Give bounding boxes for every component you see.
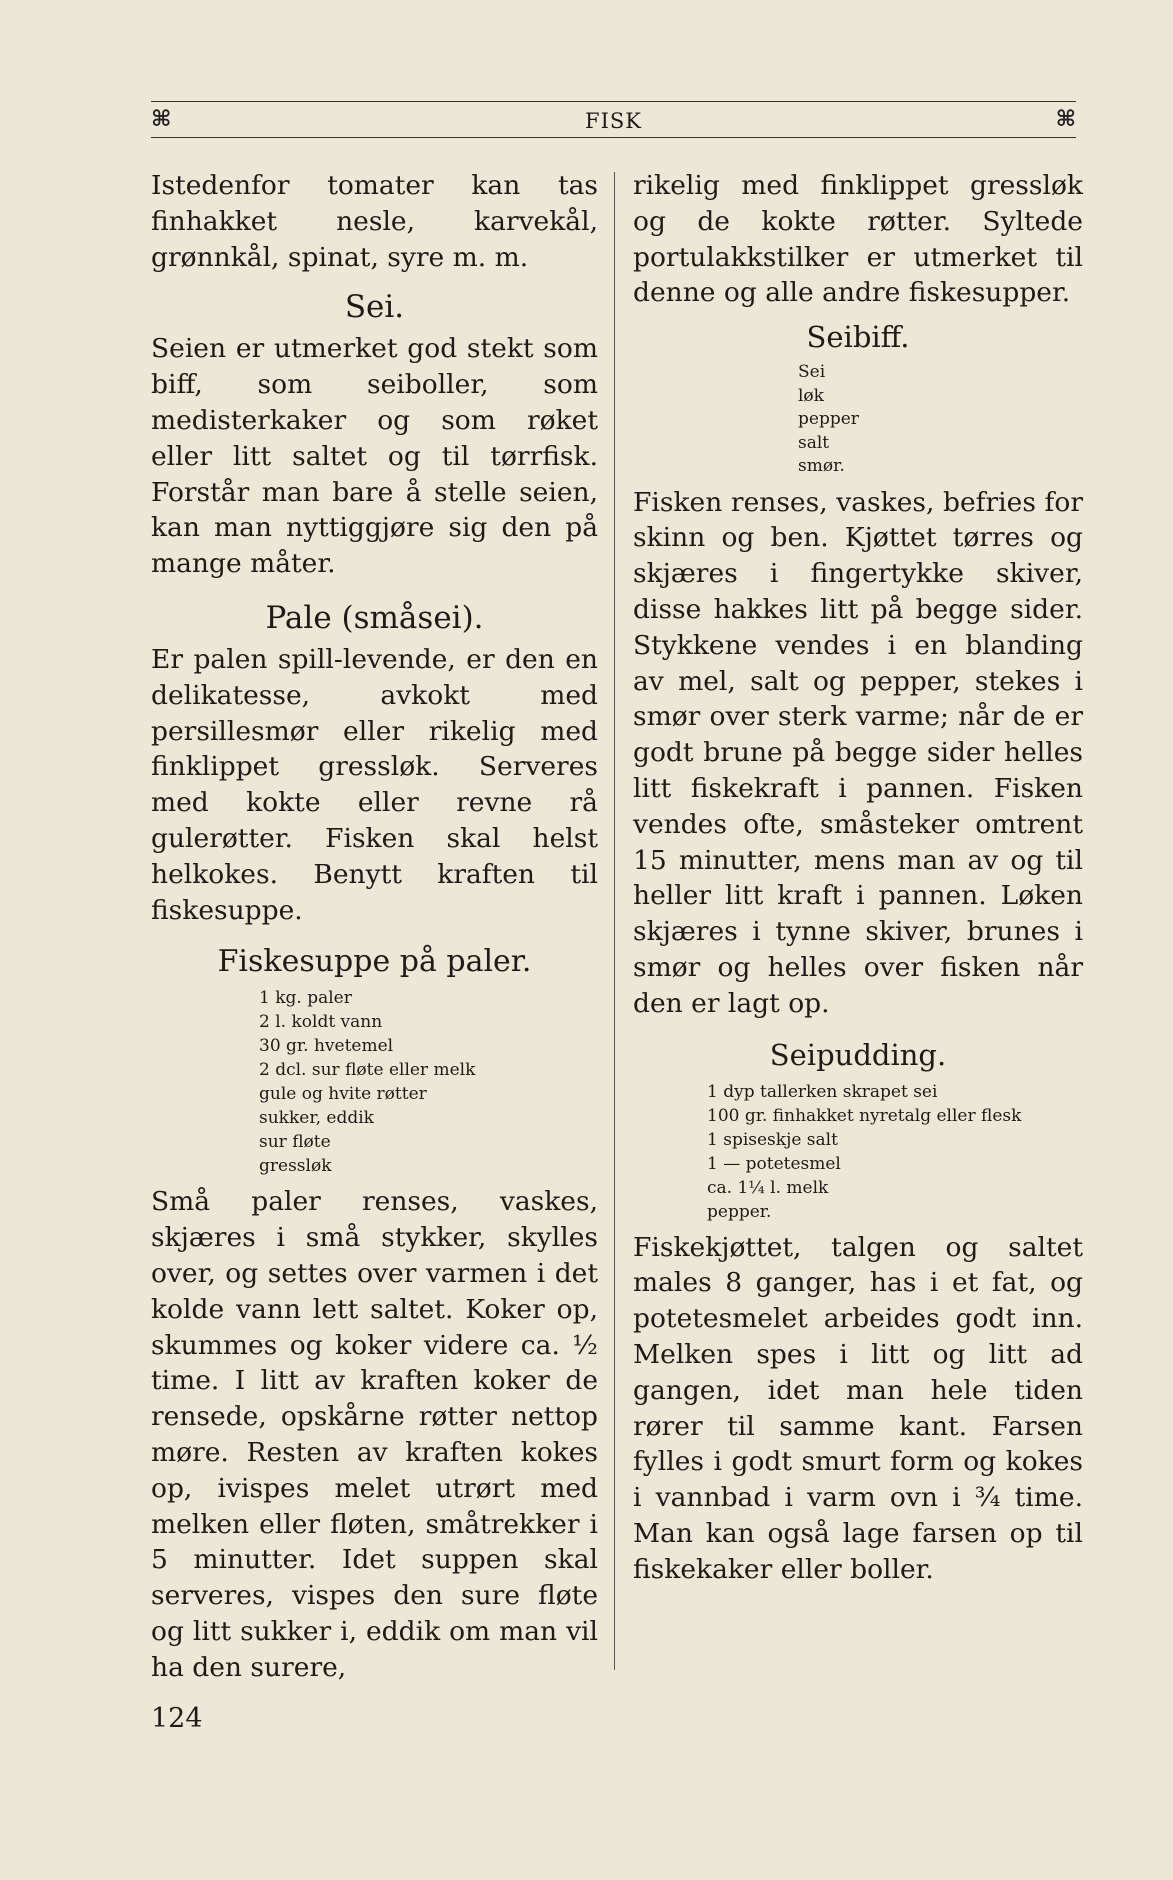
ingredient-item: salt (798, 432, 830, 453)
ingredient-item: 2 dcl. sur fløte eller melk (259, 1060, 476, 1081)
heading-fiskesuppe: Fiskesuppe på paler. (217, 944, 532, 980)
ingredient-item: sur fløte (259, 1132, 331, 1153)
heading-seipudding: Seipudding. (769, 1037, 947, 1072)
sei-paragraph: Seien er utmerket god stekt som biff, som seiboller, som medisterkaker og som røket eller litt saltet og til tørrfisk. Forstår man bare å stelle seien, kan man nyttiggjøre sig den på mange måter. (151, 333, 598, 580)
ingredient-item: pepper. (707, 1201, 772, 1222)
heading-seibiff: Seibiff. (806, 320, 910, 355)
ingredient-item: sukker, eddik (259, 1108, 374, 1129)
running-title: FISK (585, 109, 642, 133)
ingredient-item: gressløk (259, 1156, 332, 1177)
ingredient-item: Sei (798, 362, 826, 383)
heading-pale: Pale (småsei). (265, 599, 484, 636)
ingredient-item: ca. 1¼ l. melk (707, 1177, 829, 1198)
heading-sei: Sei. (344, 289, 405, 326)
ingredient-item: gule og hvite røtter (259, 1084, 427, 1105)
ingredient-item: 1 spiseskje salt (707, 1129, 838, 1150)
intro-paragraph: Istedenfor tomater kan tas finhakket nesle, karvekål, grønnkål, spinat, syre m. m. (151, 170, 598, 273)
seibiff-paragraph: Fisken renses, vaskes, befries for skinn og ben. Kjøttet tørres og skjæres i fingertykke skiver, disse hakkes litt på begge sider. Stykkene vendes i en blanding av mel, salt og pepper, stekes i smør over sterk varme; når de er godt brune på begge sider helles litt fiskekraft i pannen. Fisken vendes ofte, småsteker omtrent 15 minutter, mens man av og til heller litt kraft i pannen. Løken skjæres i tynne skiver, brunes i smør og helles over fisken når den er lagt op. (633, 486, 1083, 1019)
seibiff-ingredients (633, 361, 1083, 479)
running-header (151, 106, 1076, 136)
ingredient-item: 1 kg. paler (259, 988, 352, 1009)
seipudding-paragraph: Fiskekjøttet, talgen og saltet males 8 ganger, has i et fat, og potetesmelet arbeides godt inn. Melken spes i litt og litt ad gangen, idet man hele tiden rører til samme kant. Farsen fylles i godt smurt form og kokes i vannbad i varm ovn i ¾ time. Man kan også lage farsen op til fiskekaker eller boller. (633, 1231, 1083, 1585)
right-column (633, 168, 1083, 1588)
pale-paragraph: Er palen spill-levende, er den en delikatesse, avkokt med persillesmør eller rikelig med finklippet gressløk. Serveres med kokte eller revne rå gulerøtter. Fisken skal helst helkokes. Benytt kraften til fiskesuppe. (151, 643, 598, 926)
ornament-left-icon: ⌘ (151, 106, 172, 132)
header-rule-top (151, 101, 1076, 102)
continued-paragraph: rikelig med finklippet gressløk og de kokte røtter. Syltede portulakkstilker er utmerket til denne og alle andre fiskesupper. (633, 170, 1083, 309)
header-rule-bottom (151, 137, 1076, 138)
ingredient-item: løk (798, 385, 824, 406)
ingredient-item: 1 dyp tallerken skrapet sei (707, 1081, 938, 1102)
column-divider (614, 172, 615, 1670)
fiskesuppe-paragraph: Små paler renses, vaskes, skjæres i små stykker, skylles over, og settes over varmen i det kolde vann lett saltet. Koker op, skummes og koker videre ca. ½ time. I litt av kraften koker de rensede, opskårne røtter nettop møre. Resten av kraften kokes op, ivispes melet utrørt med melken eller fløten, småtrekker i 5 minutter. Idet suppen skal serveres, vispes den sure fløte og litt sukker i, eddik om man vil ha den surere, (151, 1186, 598, 1683)
seipudding-ingredients (633, 1080, 1083, 1224)
ingredient-item: 2 l. koldt vann (259, 1012, 383, 1033)
left-column (151, 168, 598, 1686)
ornament-right-icon: ⌘ (1055, 106, 1076, 132)
ingredient-item: smør. (798, 456, 845, 477)
ingredient-item: pepper (798, 409, 859, 430)
ingredient-item: 1 — potetesmel (707, 1153, 841, 1174)
fiskesuppe-ingredients (151, 986, 598, 1178)
ingredient-item: 30 gr. hvetemel (259, 1036, 394, 1057)
page-number: 124 (151, 1703, 203, 1734)
ingredient-item: 100 gr. finhakket nyretalg eller flesk (707, 1105, 1022, 1126)
